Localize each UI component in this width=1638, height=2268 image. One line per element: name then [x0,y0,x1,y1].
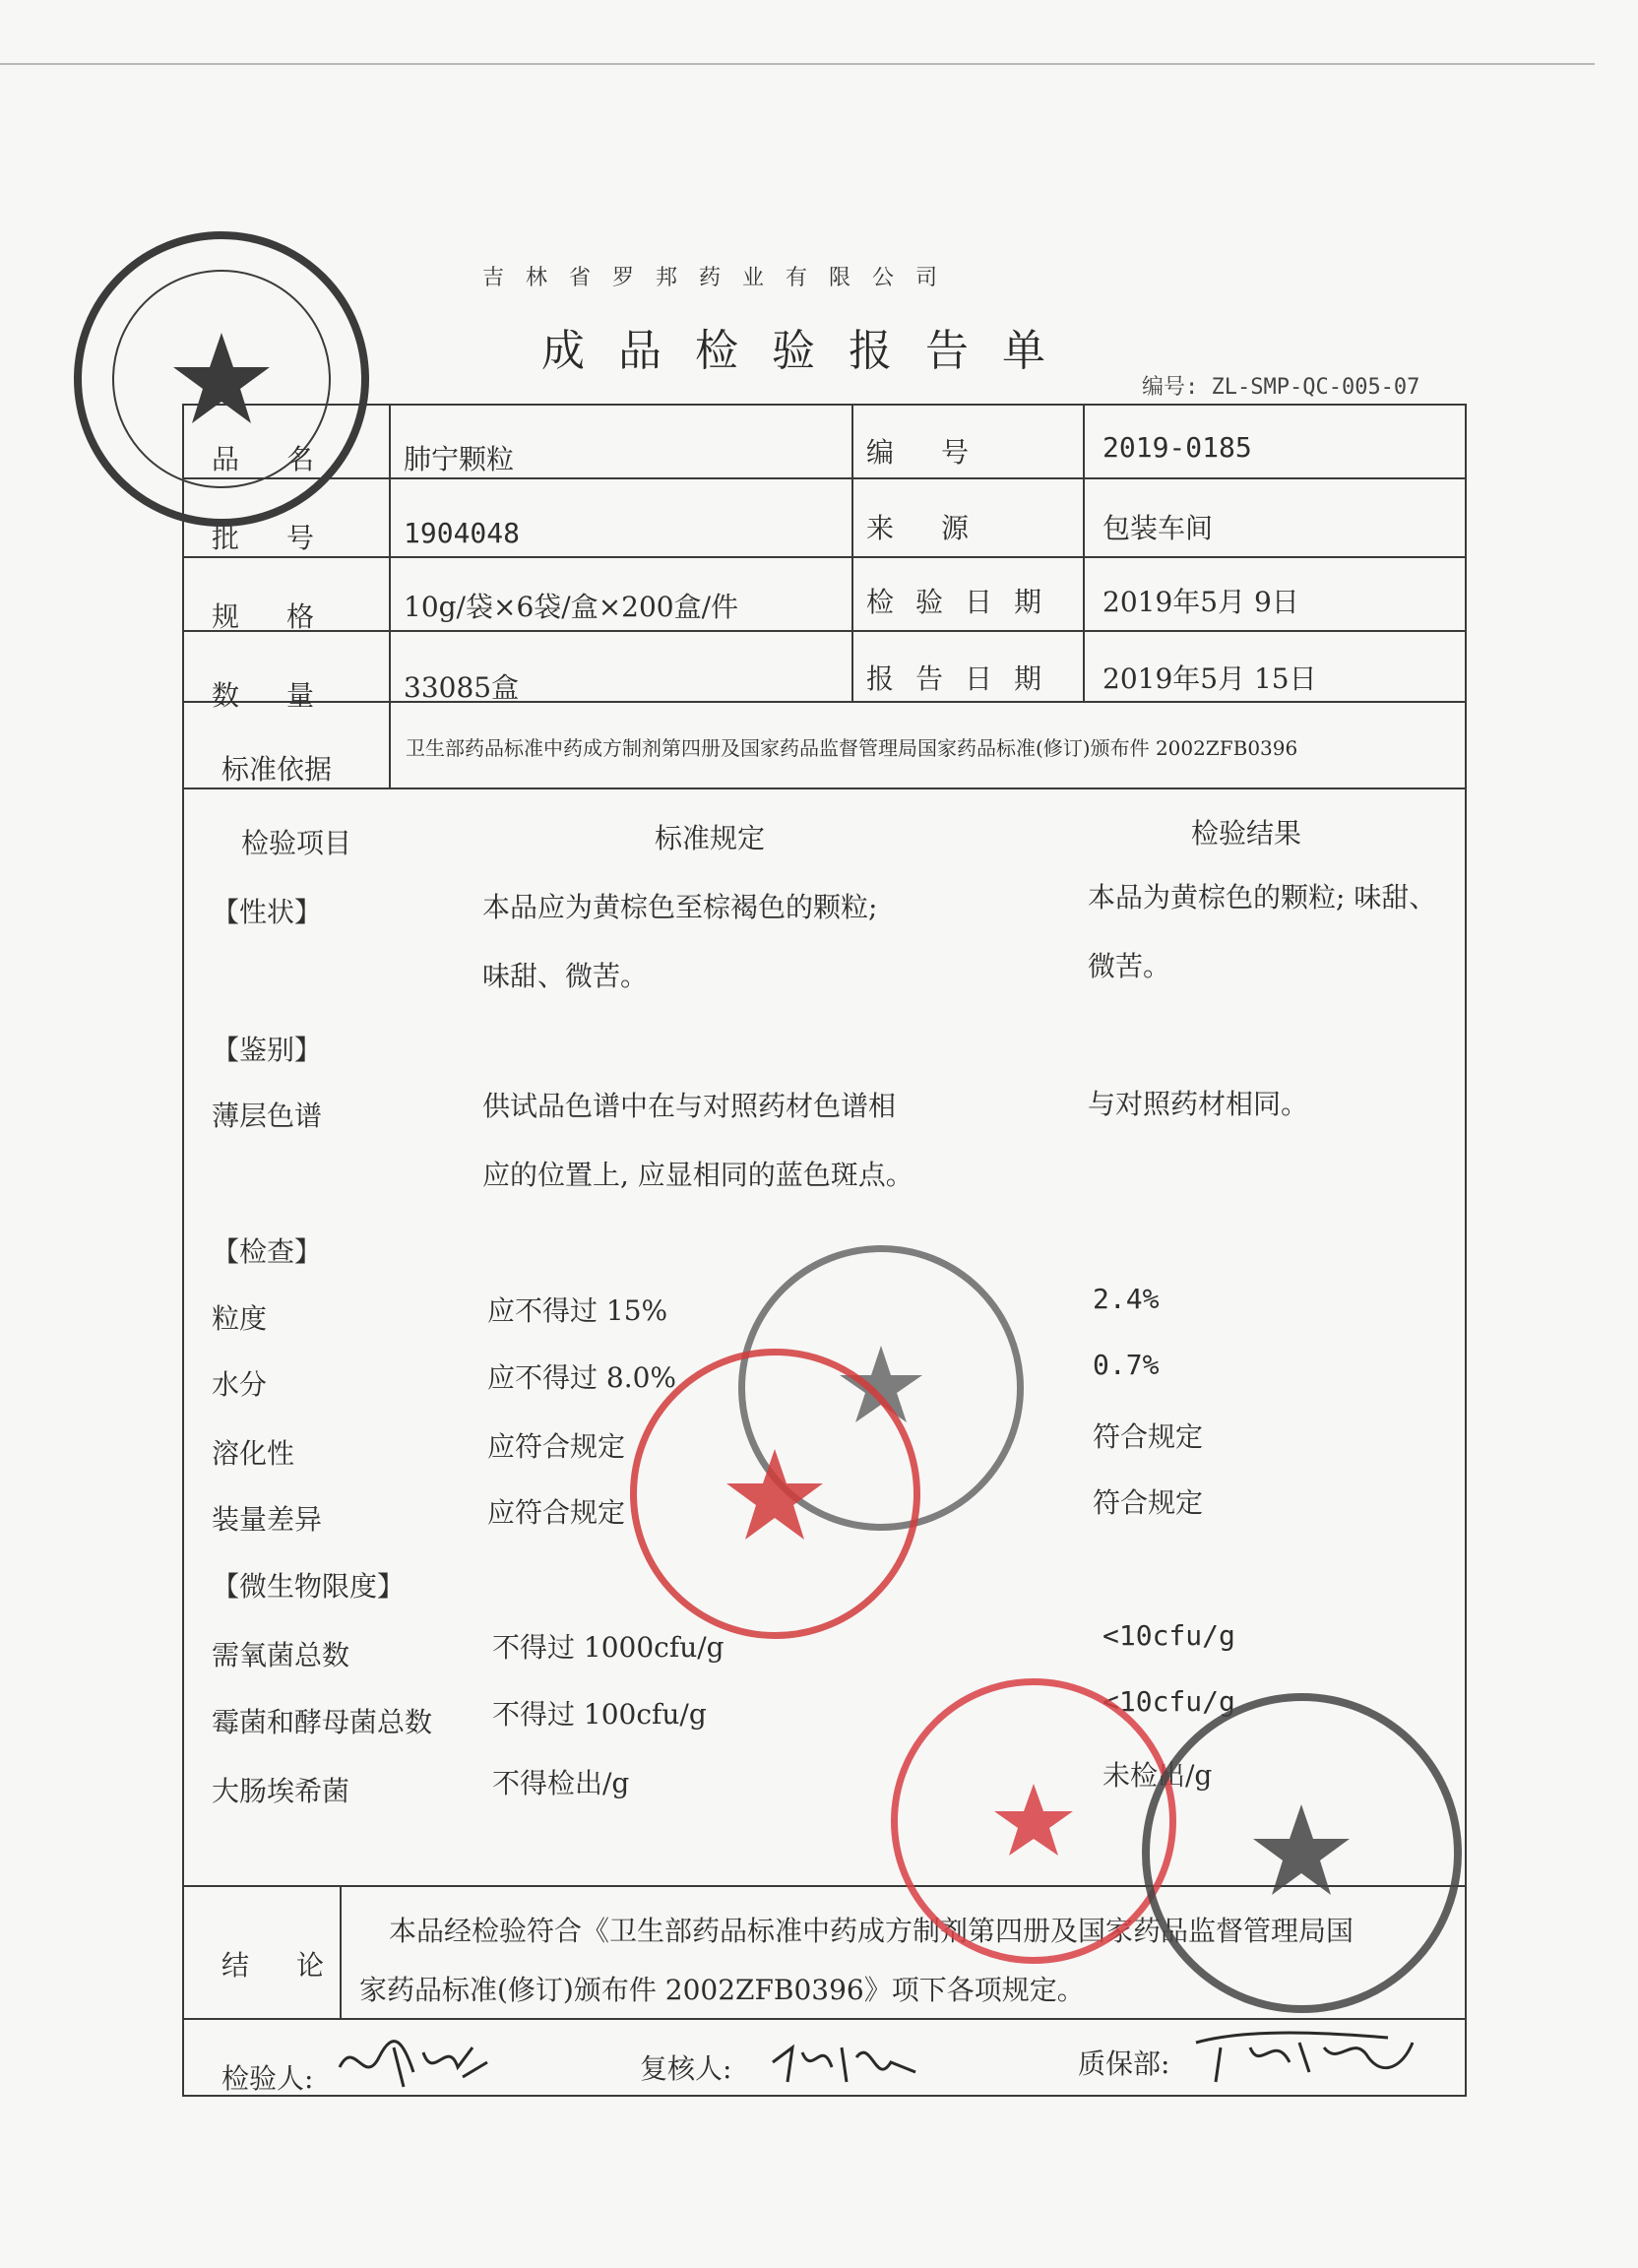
result-text: <10cfu/g [1102,1619,1235,1652]
name-label: 品名 [212,443,362,475]
col-header-result: 检验结果 [1191,817,1302,850]
item-name: 装量差异 [212,1503,323,1536]
table-rule [182,701,1467,703]
name-value: 肺宁颗粒 [404,443,515,475]
section-heading: 【检查】 [212,1235,323,1268]
table-rule [1083,404,1085,701]
conclusion-text-line2: 家药品标准(修订)颁布件 2002ZFB0396》项下各项规定。 [359,1974,1085,2006]
scan-edge-line [0,63,1595,65]
col-header-item: 检验项目 [241,827,352,859]
reviewer-signature [768,2033,925,2096]
standard-text: 味甜、微苦。 [482,960,649,992]
item-name: 大肠埃希菌 [212,1775,350,1807]
reviewer-label: 复核人: [640,2052,732,2085]
standard-text: 不得过 1000cfu/g [492,1631,724,1664]
standard-text: 应不得过 8.0% [487,1361,677,1394]
table-rule [182,556,1467,558]
document-code-label: 编号: [1142,375,1199,400]
inspector-signature [335,2028,492,2101]
section-heading: 【微生物限度】 [212,1570,406,1603]
source-label: 来源 [866,512,1017,544]
table-rule [182,477,1467,479]
stamp-bottom-red [891,1678,1176,1964]
standard-text: 应符合规定 [487,1430,626,1463]
section-heading: 【性状】 [212,896,323,928]
document-code-value: ZL-SMP-QC-005-07 [1211,375,1420,400]
table-rule [182,630,1467,632]
result-text: 符合规定 [1093,1486,1204,1519]
col-header-standard: 标准规定 [655,822,766,854]
document-code [1142,370,1419,401]
section-heading: 【鉴别】 [212,1034,323,1066]
standard-label: 标准依据 [221,753,333,786]
item-name: 粒度 [212,1302,268,1335]
standard-text: 应的位置上, 应显相同的蓝色斑点。 [482,1159,914,1191]
stamp-nanjing-jiaheng [74,231,369,527]
inspect-date-label: 检验日期 [866,586,1064,618]
result-text: <10cfu/g [1102,1685,1235,1718]
result-text: 符合规定 [1093,1420,1204,1453]
result-text: 本品为黄棕色的颗粒; 味甜、 [1088,881,1437,914]
standard-text: 应符合规定 [487,1496,626,1529]
conclusion-label: 结论 [221,1949,372,1982]
result-text: 2.4% [1093,1283,1160,1315]
spec-label: 规格 [212,600,362,633]
table-rule [182,2018,1467,2020]
standard-text: 不得检出/g [492,1767,630,1799]
result-text: 0.7% [1093,1349,1160,1381]
source-value: 包装车间 [1102,512,1214,544]
result-text: 未检出/g [1102,1759,1213,1792]
report-date-value: 2019年5月 15日 [1102,662,1317,695]
standard-text: 本品应为黄棕色至棕褐色的颗粒; [482,891,878,923]
item-name: 溶化性 [212,1437,295,1470]
item-name: 薄层色谱 [212,1100,323,1132]
result-text: 与对照药材相同。 [1088,1088,1309,1120]
table-rule [389,404,391,788]
standard-text: 供试品色谱中在与对照药材色谱相 [482,1090,897,1122]
standard-value: 卫生部药品标准中药成方制剂第四册及国家药品监督管理局国家药品标准(修订)颁布件 2002ZFB0396 [406,736,1298,760]
table-rule [182,788,1467,789]
result-text: 微苦。 [1088,950,1171,982]
qa-signature [1191,2023,1418,2096]
item-name: 需氧菌总数 [212,1639,350,1671]
report-date-label: 报告日期 [866,662,1064,695]
conclusion-text-line1: 本品经检验符合《卫生部药品标准中药成方制剂第四册及国家药品监督管理局国 [389,1915,1354,1947]
standard-text: 应不得过 15% [487,1294,668,1327]
item-name: 水分 [212,1368,268,1401]
page-title: 成品检验报告单 [541,326,1079,376]
number-value: 2019-0185 [1102,431,1252,464]
inspector-label: 检验人: [221,2062,314,2095]
qa-label: 质保部: [1078,2048,1170,2080]
spec-value: 10g/袋×6袋/盒×200盒/件 [404,591,739,623]
company-name: 吉林省罗邦药业有限公司 [482,266,960,290]
batch-label: 批号 [212,522,362,554]
stamp-guoyao-quality [1142,1693,1462,2013]
number-label: 编号 [866,436,1017,469]
standard-text: 不得过 100cfu/g [492,1698,707,1731]
batch-value: 1904048 [404,517,521,549]
quantity-value: 33085盒 [404,671,520,704]
stamp-jiangsu-red [630,1349,920,1639]
quantity-label: 数量 [212,679,362,712]
inspect-date-value: 2019年5月 9日 [1102,586,1299,618]
table-rule [851,404,853,701]
item-name: 霉菌和酵母菌总数 [212,1706,433,1738]
